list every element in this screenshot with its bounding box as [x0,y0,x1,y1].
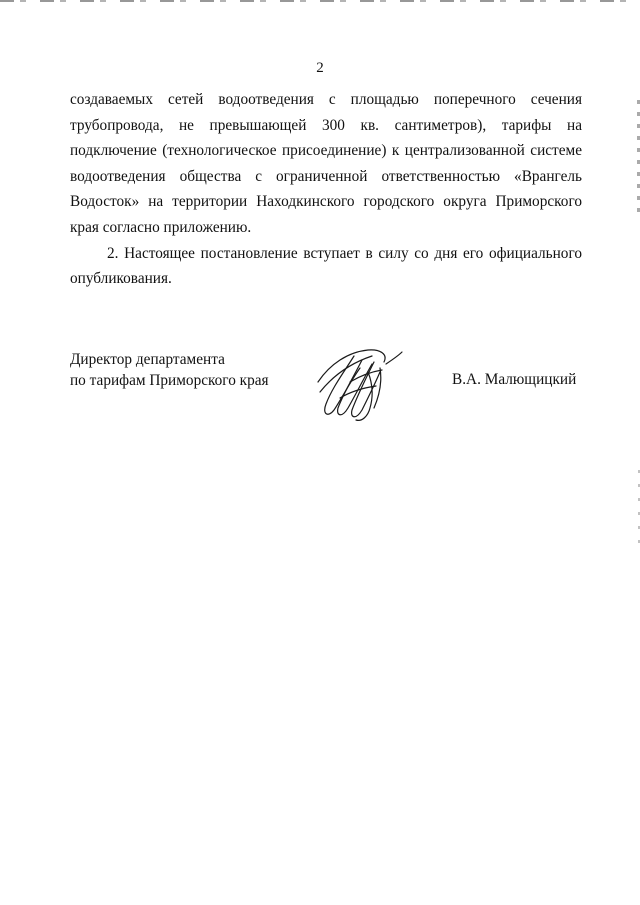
paragraph-1 [70,87,582,241]
paragraph-line: края согласно приложению. [70,218,252,236]
paragraph-line: создаваемых сетей водоотведения с площадью поперечного сечения [70,91,582,108]
paragraph-line: трубопровода, не превышающей 300 кв. сантиметров), тарифы на [70,116,582,134]
document-body [70,87,582,292]
page-number: 2 [316,60,324,76]
position-line: по тарифам Приморского края [70,372,269,389]
paragraph-line: Водосток» на территории Находкинского городского округа Приморского [70,193,582,211]
handwritten-signature-icon [310,342,410,424]
paragraph-line: опубликования. [70,270,172,288]
paragraph-line: 2. Настоящее постановление вступает в силу со дня его официального [107,244,582,262]
position-line: Директор департамента [70,351,225,368]
paragraph-line: подключение (технологическое присоединение) к централизованной системе [70,142,582,160]
signer-name: В.А. Малющицкий [452,371,577,388]
paragraph-line: водоотведения общества с ограниченной ответственностью «Врангель [70,167,582,185]
signatory-position [70,349,269,391]
paragraph-2 [70,241,582,292]
scan-edge-artifact [0,0,640,2]
